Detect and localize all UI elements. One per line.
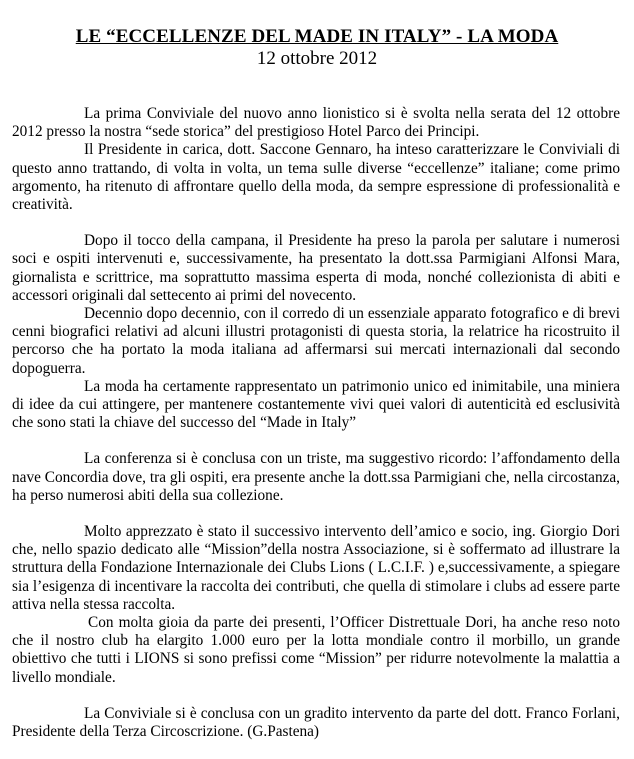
paragraph-president-theme: Il Presidente in carica, dott. Saccone Gennaro, ha inteso caratterizzare le Conviviali di questo anno trattando, di volta in volta, un tema sulle diverse “eccellenze” italiane; come primo argomento, ha ritenuto di affrontare quello della moda, da sempre espressione di professionalità e creatività. — [12, 141, 620, 214]
paragraph-made-in-italy: La moda ha certamente rappresentato un patrimonio unico ed inimitabile, una miniera di idee da cui attingere, per mantenere costantemente vivi quei valori di autenticità ed esclusività che sono stati la chiave del successo del “Made in Italy” — [12, 377, 620, 432]
document-date: 12 ottobre 2012 — [256, 48, 378, 69]
paragraph-spacer — [12, 687, 620, 705]
paragraph-spacer — [12, 505, 620, 523]
paragraph-speaker-introduction: Dopo il tocco della campana, il Presidente ha preso la parola per salutare i numerosi soci e ospiti intervenuti e, successivamente, ha presentato la dott.ssa Parmigiani Alfonsi Mara, giornalista e scrittrice, ma soprattutto massima esperta di moda, nonché collezionista di abiti e accessori originali dal settecento ai primi del novecento. — [12, 232, 620, 304]
article-body — [12, 105, 620, 741]
paragraph-intro: La prima Conviviale del nuovo anno lionistico si è svolta nella serata del 12 ottobre 2012 presso la nostra “sede storica” del prestigioso Hotel Parco dei Principi. — [12, 105, 620, 141]
paragraph-fashion-history: Decennio dopo decennio, con il corredo di un essenziale apparato fotografico e di brevi cenni biografici relativi ad alcuni illustri protagonisti di questa storia, la relatrice ha ricostruito il percorso che ha portato la moda italiana ad affermarsi sui mercati internazionali dal secondo dopoguerra. — [12, 305, 620, 377]
paragraph-closing: La Conviviale si è conclusa con un gradito intervento da parte del dott. Franco Forlani, Presidente della Terza Circoscrizione. (G.Pastena) — [12, 704, 620, 741]
document-title: LE “ECCELLENZE DEL MADE IN ITALY” - LA MODA — [75, 26, 559, 47]
paragraph-spacer — [12, 432, 620, 450]
paragraph-measles-donation: Con molta gioia da parte dei presenti, l’Officer Distrettuale Dori, ha anche reso noto che il nostro club ha elargito 1.000 euro per la lotta mondiale contro il morbillo, un grande obiettivo che tutti i LIONS si sono prefissi come “Mission” per ridurre notevolmente la malattia a livello mondiale. — [12, 614, 620, 686]
paragraph-lcif: Molto apprezzato è stato il successivo intervento dell’amico e socio, ing. Giorgio Dori che, nello spazio dedicato alle “Mission”della nostra Associazione, si è soffermato ad illustrare la struttura della Fondazione Internazionale dei Clubs Lions ( L.C.I.F. ) e,successivamente, a spiegare sia l’esigenza di incentivare la raccolta dei contributi, che quella di stimolare i clubs ad essere parte attiva nella stessa raccolta. — [12, 523, 620, 613]
paragraph-spacer — [12, 214, 620, 232]
paragraph-concordia: La conferenza si è conclusa con un triste, ma suggestivo ricordo: l’affondamento della nave Concordia dove, tra gli ospiti, era presente anche la dott.ssa Parmigiani che, nella circostanza, ha perso numerosi abiti della sua collezione. — [12, 450, 620, 504]
